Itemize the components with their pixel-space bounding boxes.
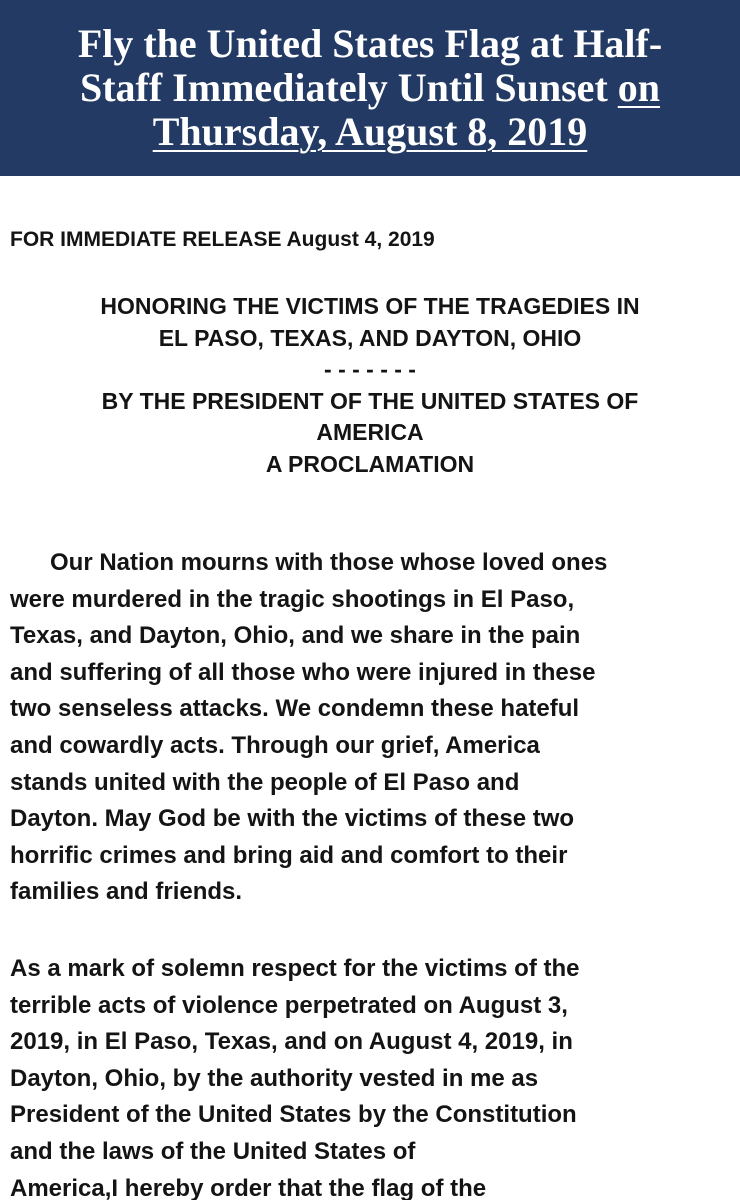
paragraph-line: and suffering of all those who were injured in these: [10, 658, 596, 686]
heading-line-3: BY THE PRESIDENT OF THE UNITED STATES OF: [101, 387, 639, 414]
heading-line-5: A PROCLAMATION: [265, 450, 475, 477]
banner-title-line-2: [0, 66, 740, 110]
banner-title-underlined-on: on: [617, 65, 661, 110]
heading-line-4: AMERICA: [316, 419, 424, 445]
heading-separator: - - - - - - -: [324, 356, 416, 382]
banner-title-date: Thursday, August 8, 2019: [152, 109, 588, 154]
paragraph-line: Our Nation mourns with those whose loved ones: [50, 549, 608, 576]
heading-line-2: EL PASO, TEXAS, AND DAYTON, OHIO: [158, 324, 582, 351]
paragraph-line: families and friends.: [10, 878, 243, 906]
title-banner: [0, 0, 740, 176]
paragraph-line: Dayton, Ohio, by the authority vested in me as: [10, 1064, 539, 1092]
paragraph-line: Texas, and Dayton, Ohio, and we share in the pain: [10, 622, 581, 650]
release-line: FOR IMMEDIATE RELEASE August 4, 2019: [10, 228, 435, 251]
heading-line-1: HONORING THE VICTIMS OF THE TRAGEDIES IN: [100, 293, 640, 319]
banner-title-line-2-text: Staff Immediately Until Sunset: [79, 65, 618, 110]
proclamation-heading: [0, 291, 740, 480]
paragraph-mourning: [10, 545, 734, 911]
paragraph-order: [10, 951, 734, 1200]
paragraph-line: America,I hereby order that the flag of the: [10, 1174, 487, 1200]
paragraph-line: horrific crimes and bring aid and comfort to their: [10, 841, 568, 869]
paragraph-line: As a mark of solemn respect for the victims of the: [10, 955, 580, 982]
paragraph-line: President of the United States by the Constitution: [10, 1101, 577, 1129]
paragraph-line: were murdered in the tragic shootings in El Paso,: [10, 585, 575, 613]
paragraph-line: and the laws of the United States of: [10, 1137, 416, 1165]
paragraph-line: 2019, in El Paso, Texas, and on August 4, 2019, in: [10, 1028, 573, 1056]
paragraph-line: terrible acts of violence perpetrated on August 3,: [10, 991, 568, 1019]
banner-title-line-1: Fly the United States Flag at Half-: [77, 21, 663, 66]
paragraph-line: two senseless attacks. We condemn these hateful: [10, 695, 580, 723]
paragraph-line: stands united with the people of El Paso and: [10, 768, 520, 796]
paragraph-line: Dayton. May God be with the victims of these two: [10, 805, 575, 833]
paragraph-line: and cowardly acts. Through our grief, America: [10, 731, 540, 759]
